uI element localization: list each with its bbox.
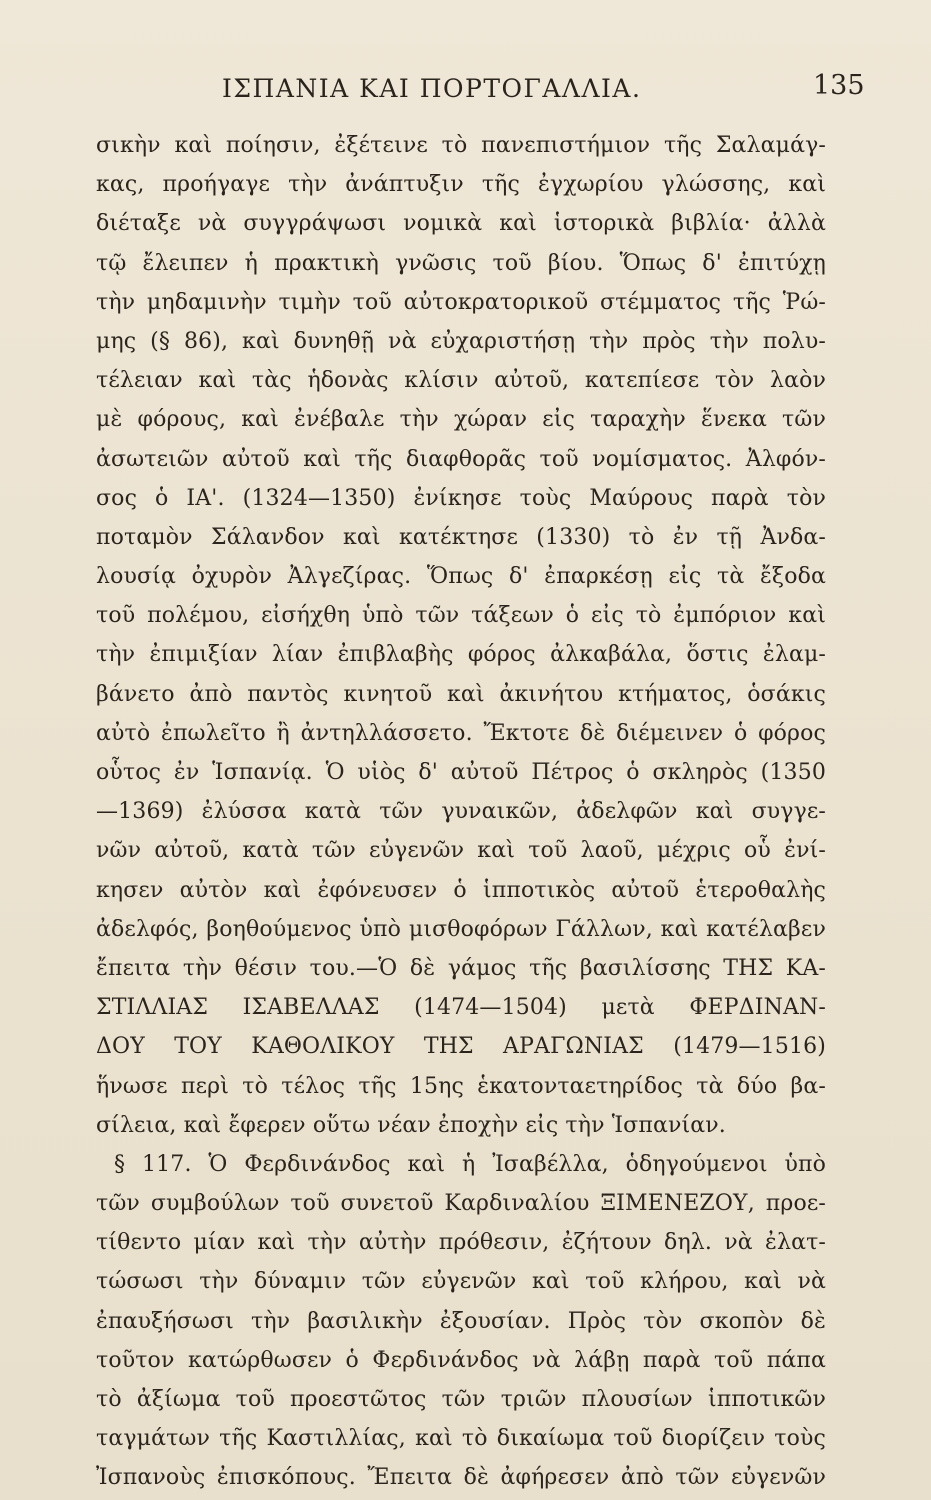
text-line: —1369) ἐλύσσα κατὰ τῶν γυναικῶν, ἀδελφῶν καὶ συγγε- (96, 799, 826, 825)
text-line: ΣΤΙΛΛΙΑΣ ΙΣΑΒΕΛΛΑΣ (1474—1504) μετὰ ΦΕΡΔΙΝΑΝ- (96, 995, 826, 1021)
text-line: νῶν αὐτοῦ, κατὰ τῶν εὐγενῶν καὶ τοῦ λαοῦ, μέχρις οὗ ἐνί- (96, 838, 826, 864)
text-line: τὴν ἐπιμιξίαν λίαν ἐπιβλαβὴς φόρος ἀλκαβάλα, ὅστις ἐλαμ- (96, 642, 826, 668)
page-number: 135 (813, 70, 865, 101)
text-line: τώσωσι τὴν δύναμιν τῶν εὐγενῶν καὶ τοῦ κλήρου, καὶ νὰ (96, 1269, 826, 1295)
text-line: κας, προήγαγε τὴν ἀνάπτυξιν τῆς ἐγχωρίου γλώσσης, καὶ (96, 172, 826, 198)
text-line: τῷ ἔλειπεν ἡ πρακτικὴ γνῶσις τοῦ βίου. Ὅπως δ' ἐπιτύχῃ (96, 250, 826, 276)
text-line: ἀδελφός, βοηθούμενος ὑπὸ μισθοφόρων Γάλλων, καὶ κατέλαβεν (96, 916, 826, 942)
text-line: ἥνωσε περὶ τὸ τέλος τῆς 15ης ἑκατονταετηρίδος τὰ δύο βα- (96, 1073, 826, 1099)
text-line: ἀσωτειῶν αὐτοῦ καὶ τῆς διαφθορᾶς τοῦ νομίσματος. Ἀλφόν- (96, 446, 826, 472)
text-line: τίθεντο μίαν καὶ τὴν αὐτὴν πρόθεσιν, ἐζήτουν δηλ. νὰ ἐλατ- (96, 1230, 826, 1256)
text-line: ποταμὸν Σάλανδον καὶ κατέκτησε (1330) τὸ ἐν τῇ Ἀνδα- (96, 524, 826, 550)
text-line: τοῦτον κατώρθωσεν ὁ Φερδινάνδος νὰ λάβῃ παρὰ τοῦ πάπα (96, 1347, 826, 1373)
text-line: τῶν συμβούλων τοῦ συνετοῦ Καρδιναλίου ΞΙΜΕΝΕΖΟΥ, προε- (96, 1191, 826, 1217)
text-line: ταγμάτων τῆς Καστιλλίας, καὶ τὸ δικαίωμα τοῦ διορίζειν τοὺς (96, 1426, 826, 1452)
text-line: μὲ φόρους, καὶ ἐνέβαλε τὴν χώραν εἰς ταραχὴν ἕνεκα τῶν (96, 407, 826, 433)
text-line: Ἰσπανοὺς ἐπισκόπους. Ἔπειτα δὲ ἀφήρεσεν ἀπὸ τῶν εὐγενῶν (96, 1465, 826, 1491)
text-line: οὗτος ἐν Ἱσπανίᾳ. Ὁ υἱὸς δ' αὐτοῦ Πέτρος ὁ σκληρὸς (1350 (96, 760, 826, 785)
text-line: μης (§ 86), καὶ δυνηθῇ νὰ εὐχαριστήσῃ τὴν πρὸς τὴν πολυ- (96, 328, 826, 354)
text-line: διέταξε νὰ συγγράψωσι νομικὰ καὶ ἱστορικὰ βιβλία· ἀλλὰ (96, 211, 826, 237)
text-line: ΔΟΥ ΤΟΥ ΚΑΘΟΛΙΚΟΥ ΤΗΣ ΑΡΑΓΩΝΙΑΣ (1479—1516) (96, 1034, 826, 1060)
section-start-line: § 117. Ὁ Φερδινάνδος καὶ ἡ Ἰσαβέλλα, ὁδηγούμενοι ὑπὸ (114, 1151, 826, 1177)
text-line: κησεν αὐτὸν καὶ ἐφόνευσεν ὁ ἱπποτικὸς αὐτοῦ ἑτεροθαλὴς (96, 877, 826, 903)
text-line: τὴν μηδαμινὴν τιμὴν τοῦ αὐτοκρατορικοῦ στέμματος τῆς Ῥώ- (96, 289, 826, 315)
text-line: τοῦ πολέμου, εἰσήχθη ὑπὸ τῶν τάξεων ὁ εἰς τὸ ἐμπόριον καὶ (96, 603, 826, 629)
text-line: τὸ ἀξίωμα τοῦ προεστῶτος τῶν τριῶν πλουσίων ἱπποτικῶν (96, 1387, 826, 1412)
text-line: ἔπειτα τὴν θέσιν του.—Ὁ δὲ γάμος τῆς βασιλίσσης ΤΗΣ ΚΑ- (96, 955, 826, 981)
text-line: τέλειαν καὶ τὰς ἡδονὰς κλίσιν αὐτοῦ, κατεπίεσε τὸν λαὸν (96, 368, 826, 394)
text-line: αὐτὸ ἐπωλεῖτο ἢ ἀντηλλάσσετο. Ἔκτοτε δὲ διέμεινεν ὁ φόρος (96, 720, 826, 746)
text-line: λουσίᾳ ὀχυρὸν Ἀλγεζίρας. Ὅπως δ' ἐπαρκέσῃ εἰς τὰ ἔξοδα (96, 564, 826, 590)
running-title: ΙΣΠΑΝΙΑ ΚΑΙ ΠΟΡΤΟΓΑΛΛΙΑ. (222, 74, 642, 103)
running-header (0, 64, 931, 112)
text-line: σικὴν καὶ ποίησιν, ἐξέτεινε τὸ πανεπιστήμιον τῆς Σαλαμάγ- (96, 133, 826, 158)
text-line: βάνετο ἀπὸ παντὸς κινητοῦ καὶ ἀκινήτου κτήματος, ὁσάκις (96, 681, 826, 707)
text-line: ἐπαυξήσωσι τὴν βασιλικὴν ἐξουσίαν. Πρὸς τὸν σκοπὸν δὲ (96, 1308, 826, 1334)
text-line: σος ὁ ΙΑ'. (1324—1350) ἐνίκησε τοὺς Μαύρους παρὰ τὸν (96, 485, 826, 511)
body-text (96, 126, 826, 1491)
paragraph-end-line: σίλεια, καὶ ἔφερεν οὕτω νέαν ἐποχὴν εἰς τὴν Ἱσπανίαν. (96, 1112, 726, 1138)
